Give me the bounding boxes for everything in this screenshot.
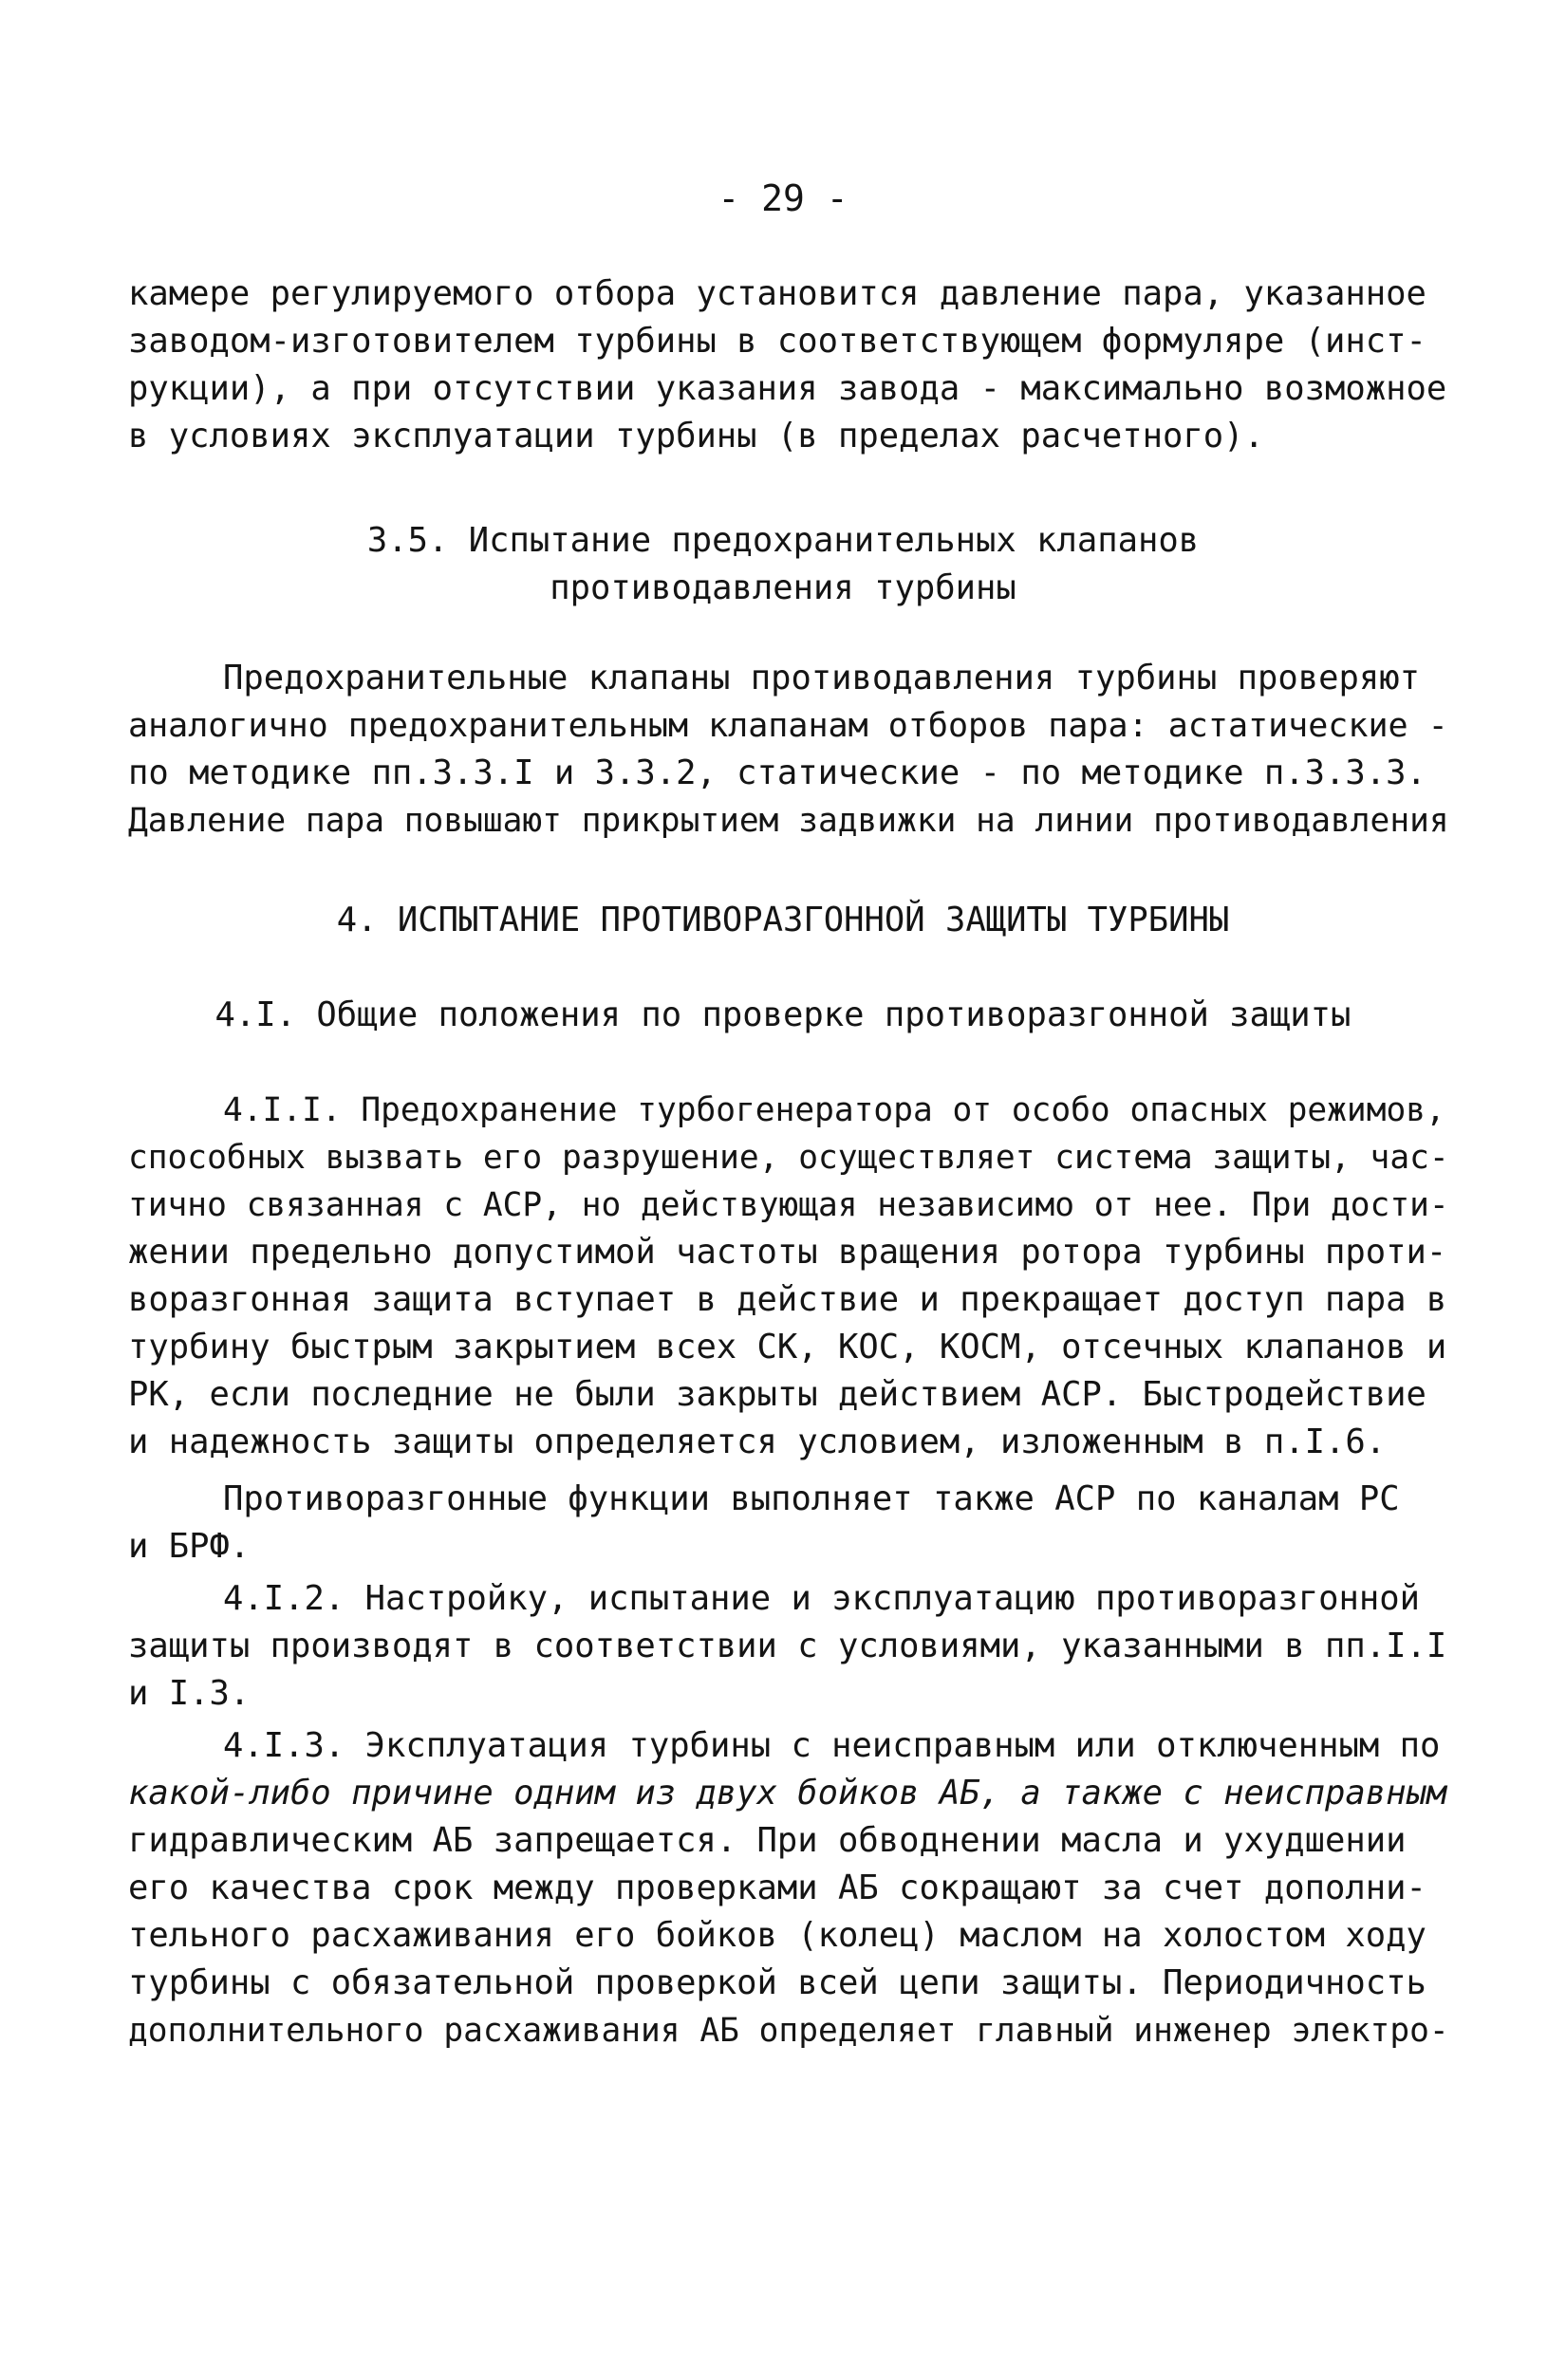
- page-number: - 29 -: [718, 177, 848, 219]
- para-4-1-1b-line: Противоразгонные функции выполняет также АСР по каналам РС: [223, 1479, 1400, 1518]
- para-4-1-1-line: РК, если последние не были закрыты действием АСР. Быстродействие: [128, 1375, 1426, 1414]
- para-4-1-3-line: турбины с обязательной проверкой всей цепи защиты. Периодичность: [128, 1963, 1426, 2002]
- para2-line: Давление пара повышают прикрытием задвижки на линии противодавления: [128, 802, 1449, 840]
- para2-line: аналогично предохранительным клапанам отборов пара: астатические -: [128, 707, 1448, 745]
- para-4-1-2-line: и I.3.: [128, 1674, 251, 1713]
- para1-line: рукции), а при отсутствии указания завода - максимально возможное: [128, 369, 1447, 408]
- para-4-1-1-line: турбину быстрым закрытием всех СК, КОС, КОСМ, отсечных клапанов и: [128, 1328, 1447, 1367]
- section-4-title: 4. ИСПЫТАНИЕ ПРОТИВОРАЗГОННОЙ ЗАЩИТЫ ТУРБИНЫ: [336, 901, 1230, 939]
- para2-line: по методике пп.3.3.I и 3.3.2, статические - по методике п.3.3.3.: [128, 753, 1426, 792]
- para-4-1-1-line: и надежность защиты определяется условием, изложенным в п.I.6.: [128, 1422, 1387, 1461]
- para-4-1-2-line: защиты производят в соответствии с условиями, указанными в пп.I.I: [128, 1627, 1447, 1665]
- para1-line: камере регулируемого отбора установится давление пара, указанное: [128, 274, 1426, 313]
- section-3-5-title-cont: противодавления турбины: [550, 568, 1016, 607]
- para1-line: заводом-изготовителем турбины в соответствующем формуляре (инст-: [128, 322, 1426, 361]
- para-4-1-1-line: 4.I.I. Предохранение турбогенератора от особо опасных режимов,: [223, 1091, 1445, 1129]
- section-3-5-title: 3.5. Испытание предохранительных клапанов: [366, 521, 1200, 560]
- section-4-1-title: 4.I. Общие положения по проверке противоразгонной защиты: [214, 995, 1352, 1034]
- para-4-1-3-line: его качества срок между проверками АБ сокращают за счет дополни-: [128, 1869, 1426, 1907]
- para-4-1-3-line: какой-либо причине одним из двух бойков АБ, а также с неисправным: [128, 1774, 1447, 1813]
- para-4-1-1-line: воразгонная защита вступает в действие и прекращает доступ пара в: [128, 1280, 1447, 1319]
- para-4-1-1-line: тично связанная с АСР, но действующая независимо от нее. При дости-: [128, 1186, 1449, 1224]
- para-4-1-2-line: 4.I.2. Настройку, испытание и эксплуатацию противоразгонной: [223, 1579, 1420, 1618]
- para-4-1-1-line: жении предельно допустимой частоты вращения ротора турбины проти-: [128, 1233, 1447, 1272]
- para-4-1-1b-line: и БРФ.: [128, 1527, 251, 1566]
- para-4-1-3-line: дополнительного расхаживания АБ определяет главный инженер электро-: [128, 2012, 1449, 2050]
- para-4-1-3-line: 4.I.3. Эксплуатация турбины с неисправным или отключенным по: [223, 1726, 1441, 1765]
- para-4-1-1-line: способных вызвать его разрушение, осуществляет система защиты, час-: [128, 1139, 1449, 1177]
- para-4-1-3-line: гидравлическим АБ запрещается. При обводнении масла и ухудшении: [128, 1821, 1407, 1860]
- para1-line: в условиях эксплуатации турбины (в пределах расчетного).: [128, 417, 1264, 456]
- para-4-1-3-line: тельного расхаживания его бойков (колец) маслом на холостом ходу: [128, 1916, 1426, 1955]
- para2-line: Предохранительные клапаны противодавления турбины проверяют: [223, 659, 1420, 697]
